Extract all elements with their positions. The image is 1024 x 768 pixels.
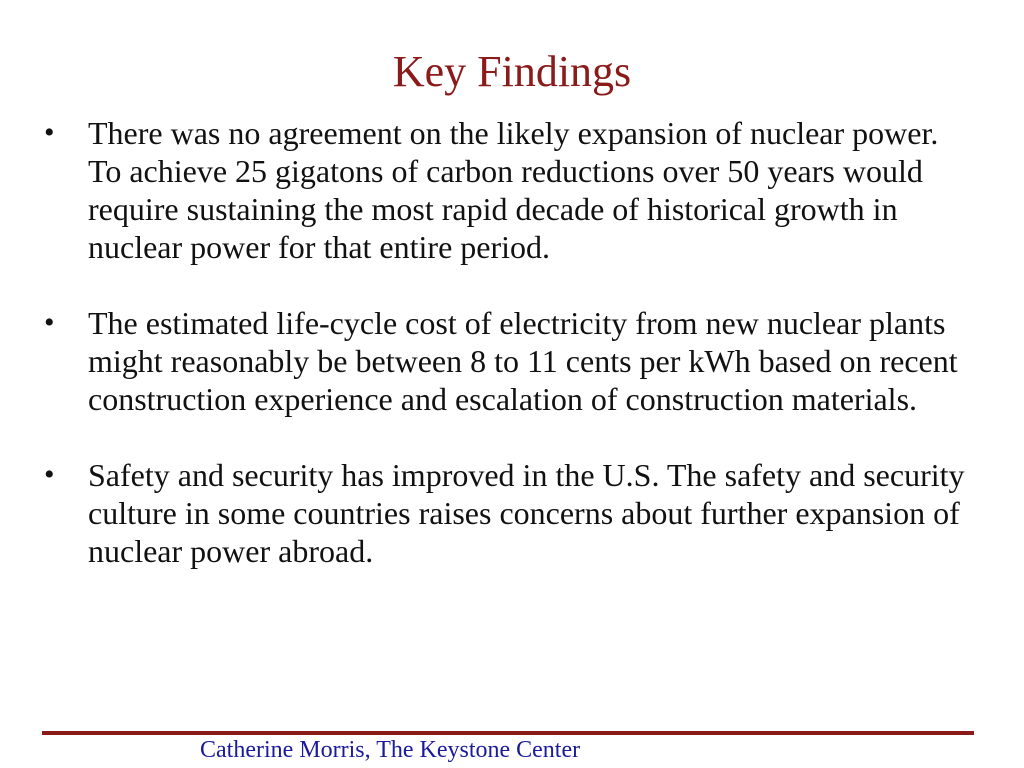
findings-list xyxy=(44,114,974,570)
finding-text: There was no agreement on the likely expansion of nuclear power. To achieve 25 gigatons of carbon reductions over 50 years would require sustaining the most rapid decade of historical growth in nuclear power for that entire period. xyxy=(88,115,939,265)
bullet-icon: • xyxy=(44,116,55,149)
footer-credit: Catherine Morris, The Keystone Center xyxy=(200,737,581,763)
finding-text: Safety and security has improved in the U.S. The safety and security culture in some countries raises concerns about further expansion of nuclear power abroad. xyxy=(88,457,965,569)
finding-item-1 xyxy=(44,114,974,266)
bullet-icon: • xyxy=(44,458,55,491)
bullet-icon: • xyxy=(44,306,55,339)
finding-item-3 xyxy=(44,456,974,570)
slide-title: Key Findings xyxy=(392,47,632,96)
finding-item-2 xyxy=(44,304,974,418)
finding-text: The estimated life-cycle cost of electricity from new nuclear plants might reasonably be between 8 to 11 cents per kWh based on recent construction experience and escalation of construction materials. xyxy=(88,305,958,417)
